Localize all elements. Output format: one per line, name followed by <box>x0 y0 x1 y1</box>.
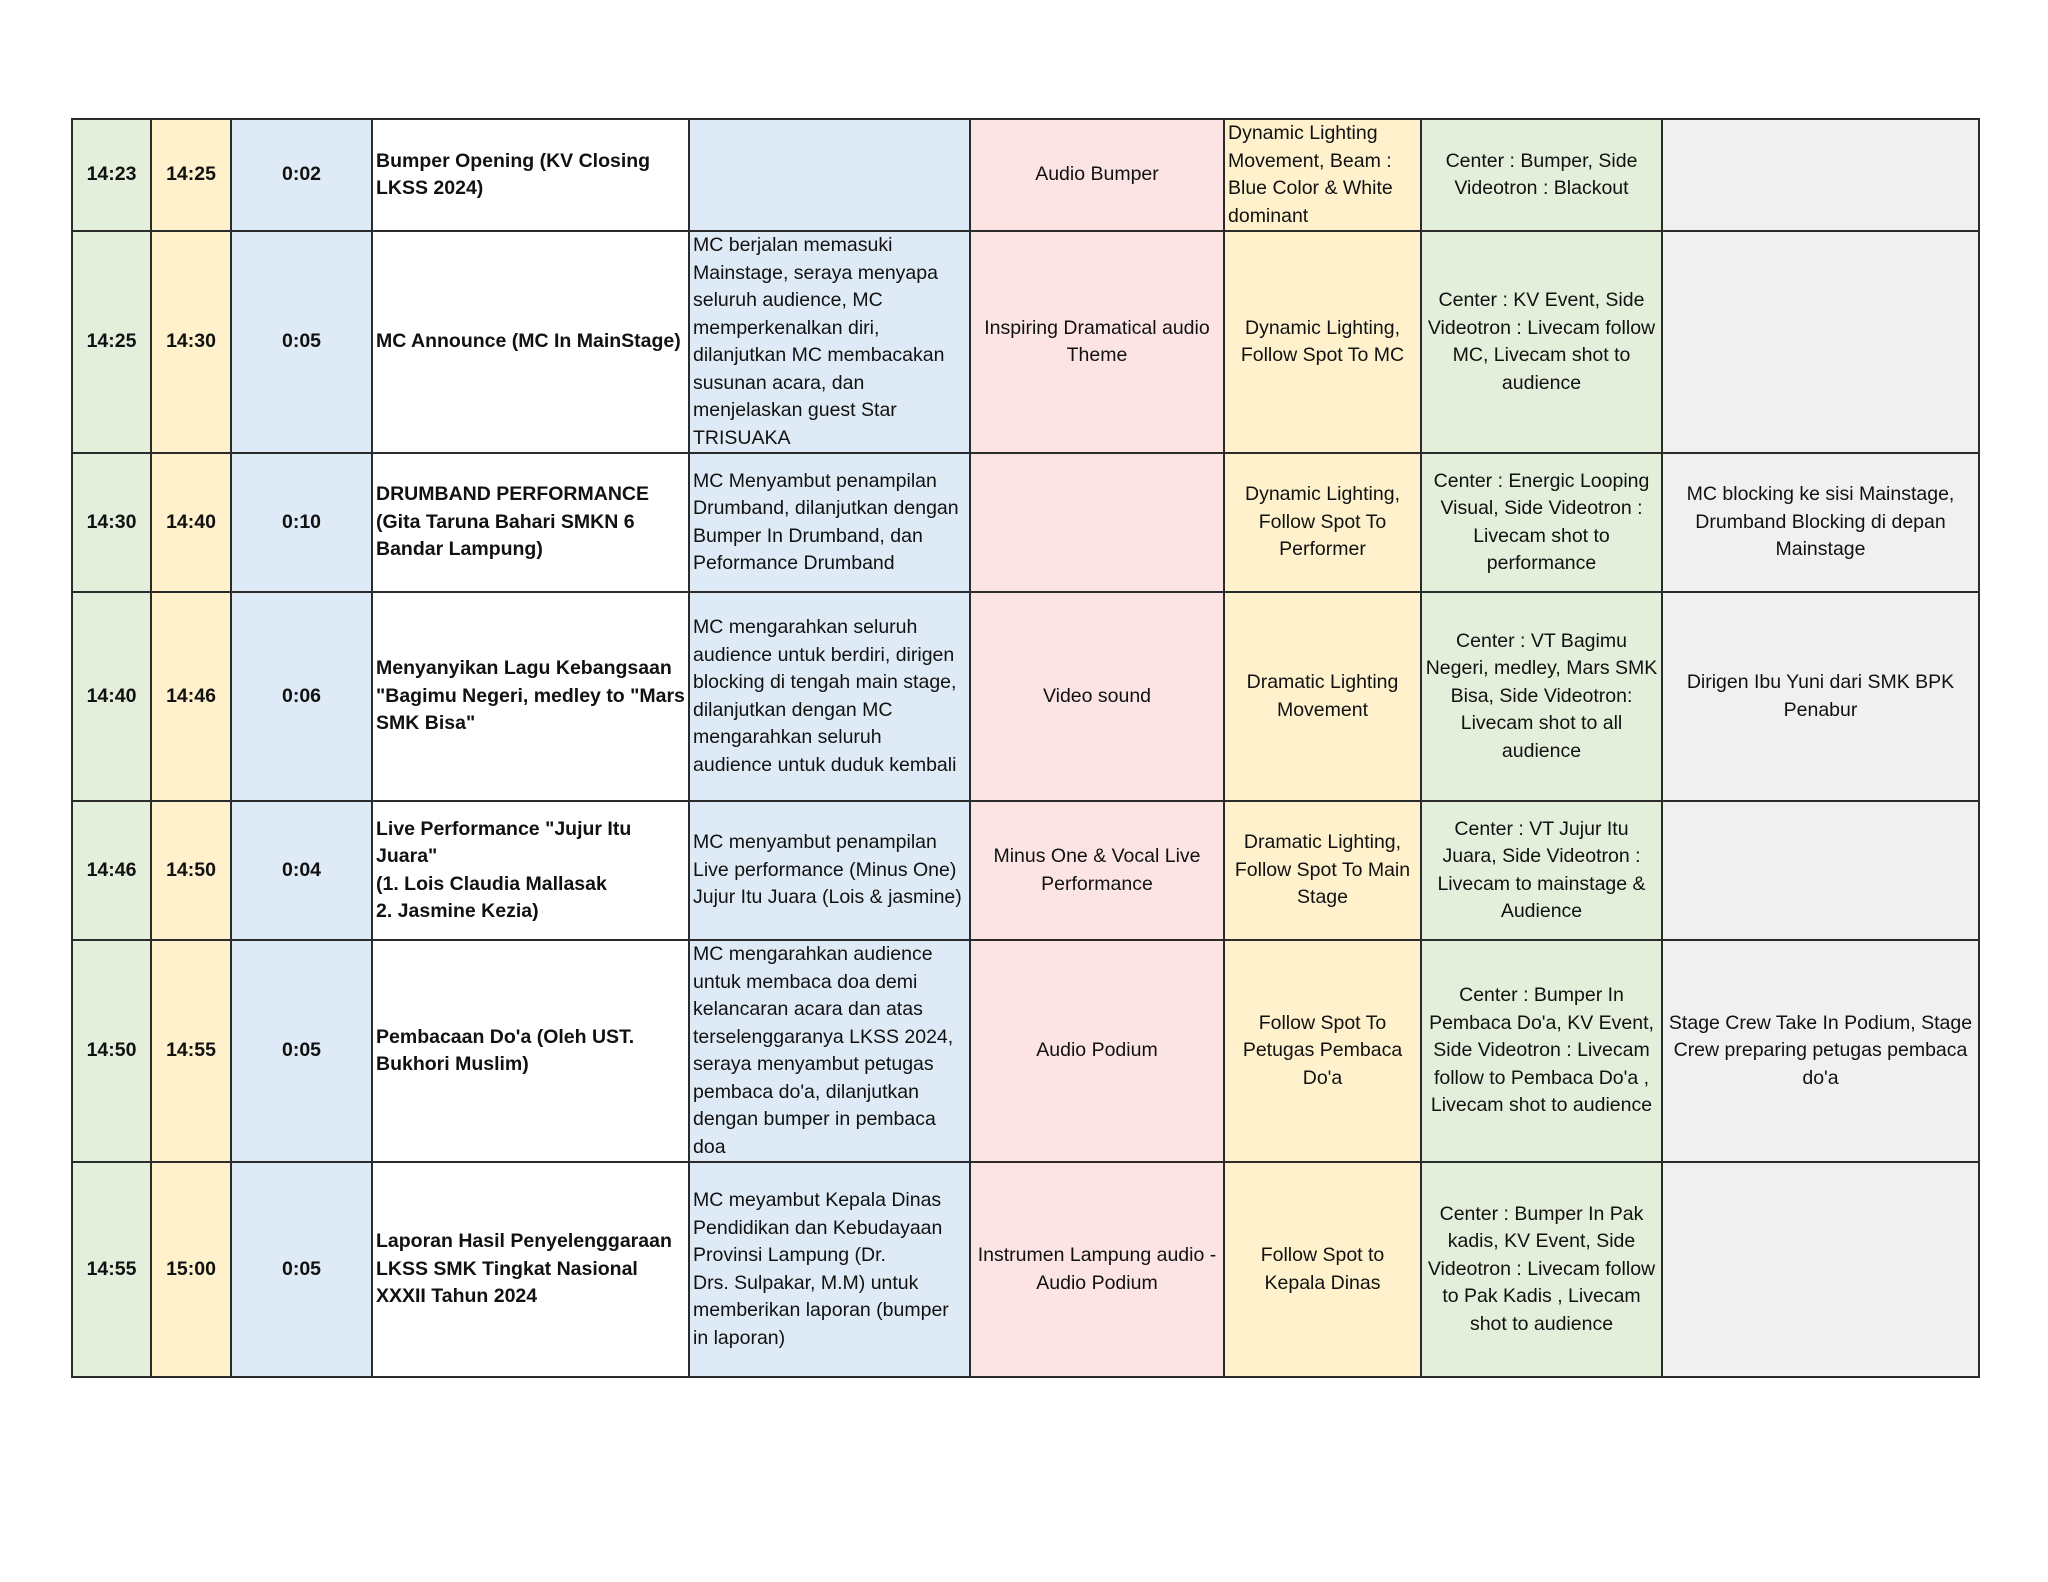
audio-cell <box>970 453 1224 592</box>
videotron-cell: Center : VT Bagimu Negeri, medley, Mars SMK Bisa, Side Videotron: Livecam shot to all audience <box>1421 592 1662 801</box>
lighting-cell: Dynamic Lighting, Follow Spot To MC <box>1224 231 1421 453</box>
lighting-cell: Dramatic Lighting, Follow Spot To Main Stage <box>1224 801 1421 940</box>
lighting-cell: Dramatic Lighting Movement <box>1224 592 1421 801</box>
duration-cell: 0:05 <box>231 231 372 453</box>
notes-cell <box>1662 801 1979 940</box>
notes-cell <box>1662 231 1979 453</box>
table-row <box>72 231 1979 453</box>
lighting-cell: Follow Spot to Kepala Dinas <box>1224 1162 1421 1377</box>
end-time-cell: 14:50 <box>151 801 231 940</box>
duration-cell: 0:04 <box>231 801 372 940</box>
description-cell: MC mengarahkan audience untuk membaca doa demi kelancaran acara dan atas terselenggaranya LKSS 2024, seraya menyambut petugas pembaca do'a, dilanjutkan dengan bumper in pembaca doa <box>689 940 970 1162</box>
end-time-cell: 14:40 <box>151 453 231 592</box>
start-time-cell: 14:50 <box>72 940 151 1162</box>
duration-cell: 0:05 <box>231 940 372 1162</box>
end-time-cell: 14:25 <box>151 119 231 231</box>
description-cell: MC Menyambut penampilan Drumband, dilanjutkan dengan Bumper In Drumband, dan Peformance Drumband <box>689 453 970 592</box>
end-time-cell: 14:46 <box>151 592 231 801</box>
lighting-cell: Follow Spot To Petugas Pembaca Do'a <box>1224 940 1421 1162</box>
end-time-cell: 14:30 <box>151 231 231 453</box>
lighting-cell: Dynamic Lighting, Follow Spot To Performer <box>1224 453 1421 592</box>
videotron-cell: Center : KV Event, Side Videotron : Livecam follow MC, Livecam shot to audience <box>1421 231 1662 453</box>
table-row <box>72 119 1979 231</box>
description-cell: MC mengarahkan seluruh audience untuk berdiri, dirigen blocking di tengah main stage, dilanjutkan dengan MC mengarahkan seluruh audience untuk duduk kembali <box>689 592 970 801</box>
videotron-cell: Center : Bumper In Pembaca Do'a, KV Event, Side Videotron : Livecam follow to Pembaca Do'a , Livecam shot to audience <box>1421 940 1662 1162</box>
table-row <box>72 453 1979 592</box>
duration-cell: 0:06 <box>231 592 372 801</box>
notes-cell: Dirigen Ibu Yuni dari SMK BPK Penabur <box>1662 592 1979 801</box>
description-cell: MC berjalan memasuki Mainstage, seraya menyapa seluruh audience, MC memperkenalkan diri, dilanjutkan MC membacakan susunan acara, dan menjelaskan guest Star TRISUAKA <box>689 231 970 453</box>
segment-cell: Laporan Hasil Penyelenggaraan LKSS SMK Tingkat Nasional XXXII Tahun 2024 <box>372 1162 689 1377</box>
rundown-table <box>71 118 1980 1378</box>
start-time-cell: 14:40 <box>72 592 151 801</box>
audio-cell: Minus One & Vocal Live Performance <box>970 801 1224 940</box>
videotron-cell: Center : VT Jujur Itu Juara, Side Videotron : Livecam to mainstage & Audience <box>1421 801 1662 940</box>
description-cell: MC menyambut penampilan Live performance (Minus One) Jujur Itu Juara (Lois & jasmine) <box>689 801 970 940</box>
start-time-cell: 14:23 <box>72 119 151 231</box>
segment-cell: MC Announce (MC In MainStage) <box>372 231 689 453</box>
segment-cell: Pembacaan Do'a (Oleh UST. Bukhori Muslim) <box>372 940 689 1162</box>
audio-cell: Inspiring Dramatical audio Theme <box>970 231 1224 453</box>
table-row <box>72 1162 1979 1377</box>
notes-cell <box>1662 119 1979 231</box>
audio-cell: Video sound <box>970 592 1224 801</box>
start-time-cell: 14:30 <box>72 453 151 592</box>
duration-cell: 0:02 <box>231 119 372 231</box>
videotron-cell: Center : Bumper, Side Videotron : Blackout <box>1421 119 1662 231</box>
table-row <box>72 940 1979 1162</box>
notes-cell: Stage Crew Take In Podium, Stage Crew preparing petugas pembaca do'a <box>1662 940 1979 1162</box>
notes-cell: MC blocking ke sisi Mainstage, Drumband Blocking di depan Mainstage <box>1662 453 1979 592</box>
end-time-cell: 14:55 <box>151 940 231 1162</box>
duration-cell: 0:10 <box>231 453 372 592</box>
audio-cell: Instrumen Lampung audio - Audio Podium <box>970 1162 1224 1377</box>
end-time-cell: 15:00 <box>151 1162 231 1377</box>
segment-cell: DRUMBAND PERFORMANCE (Gita Taruna Bahari SMKN 6 Bandar Lampung) <box>372 453 689 592</box>
start-time-cell: 14:46 <box>72 801 151 940</box>
segment-cell: Live Performance "Jujur Itu Juara" (1. Lois Claudia Mallasak 2. Jasmine Kezia) <box>372 801 689 940</box>
table-row <box>72 801 1979 940</box>
videotron-cell: Center : Energic Looping Visual, Side Videotron : Livecam shot to performance <box>1421 453 1662 592</box>
table-row <box>72 592 1979 801</box>
segment-cell: Menyanyikan Lagu Kebangsaan "Bagimu Negeri, medley to "Mars SMK Bisa" <box>372 592 689 801</box>
start-time-cell: 14:55 <box>72 1162 151 1377</box>
audio-cell: Audio Bumper <box>970 119 1224 231</box>
description-cell: MC meyambut Kepala Dinas Pendidikan dan Kebudayaan Provinsi Lampung (Dr. Drs. Sulpakar, M.M) untuk memberikan laporan (bumper in laporan) <box>689 1162 970 1377</box>
lighting-cell: Dynamic Lighting Movement, Beam : Blue Color & White dominant <box>1224 119 1421 231</box>
videotron-cell: Center : Bumper In Pak kadis, KV Event, Side Videotron : Livecam follow to Pak Kadis , Livecam shot to audience <box>1421 1162 1662 1377</box>
description-cell <box>689 119 970 231</box>
duration-cell: 0:05 <box>231 1162 372 1377</box>
audio-cell: Audio Podium <box>970 940 1224 1162</box>
segment-cell: Bumper Opening (KV Closing LKSS 2024) <box>372 119 689 231</box>
notes-cell <box>1662 1162 1979 1377</box>
start-time-cell: 14:25 <box>72 231 151 453</box>
